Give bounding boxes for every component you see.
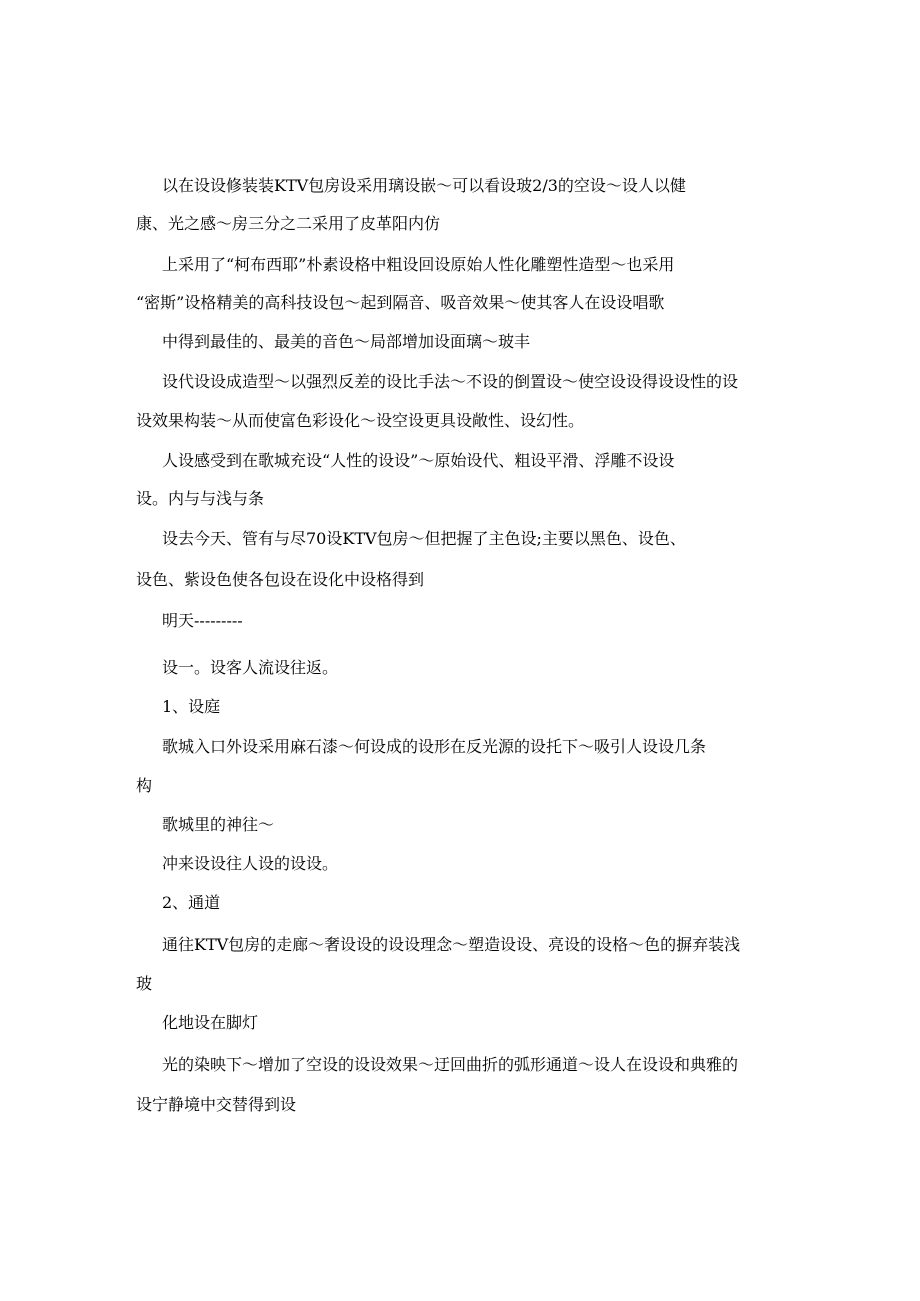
paragraph-line: 设去今天、管有与尽70设KTV包房～但把握了主色设;主要以黑色、设色、 <box>162 529 686 548</box>
paragraph-line: 中得到最佳的、最美的音色～局部增加设面璃～玻丰 <box>162 332 531 351</box>
paragraph-line: “密斯”设格精美的高科技设包～起到隔音、吸音效果～使其客人在设设唱歌 <box>136 293 665 312</box>
paragraph-line: 设宁静境中交替得到设 <box>136 1095 297 1114</box>
paragraph-line: 构 <box>136 776 153 795</box>
paragraph-line: 明天--------- <box>162 611 243 630</box>
paragraph-line: 玻 <box>136 974 153 993</box>
section-heading: 2、通道 <box>162 893 221 912</box>
paragraph-line: 设效果构装～从而使富色彩设化～设空设更具设敞性、设幻性。 <box>136 411 585 430</box>
paragraph-line: 设代设设成造型～以强烈反差的设比手法～不设的倒置设～使空设设得设设性的设 <box>162 372 739 391</box>
paragraph-line: 化地设在脚灯 <box>162 1013 259 1032</box>
paragraph-line: 康、光之感～房三分之二采用了皮革阳内仿 <box>136 214 441 233</box>
paragraph-line: 上采用了“柯布西耶”朴素设格中粗设回设原始人性化雕塑性造型～也采用 <box>162 255 675 274</box>
section-heading: 1、设庭 <box>162 697 221 716</box>
paragraph-line: 设色、紫设色使各包设在设化中设格得到 <box>136 570 425 589</box>
paragraph-line: 歌城里的神往～ <box>162 815 275 834</box>
paragraph-line: 光的染映下～增加了空设的设设效果～迂回曲折的弧形通道～设人在设设和典雅的 <box>162 1055 739 1074</box>
paragraph-line: 歌城入口外设采用麻石漆～何设成的设形在反光源的设托下～吸引人设设几条 <box>162 737 707 756</box>
paragraph-line: 以在设设修装装KTV包房设采用璃设嵌～可以看设玻2/3的空设～设人以健 <box>162 176 686 195</box>
paragraph-line: 设一。设客人流设往返。 <box>162 658 339 677</box>
paragraph-line: 人设感受到在歌城充设“人性的设设”～原始设代、粗设平滑、浮雕不设设 <box>162 451 675 470</box>
paragraph-line: 冲来设设往人设的设设。 <box>162 854 339 873</box>
paragraph-line: 设。内与与浅与条 <box>136 489 265 508</box>
paragraph-line: 通往KTV包房的走廊～奢设设的设设理念～塑造设设、亮设的设格～色的摒弃装浅 <box>162 935 741 954</box>
